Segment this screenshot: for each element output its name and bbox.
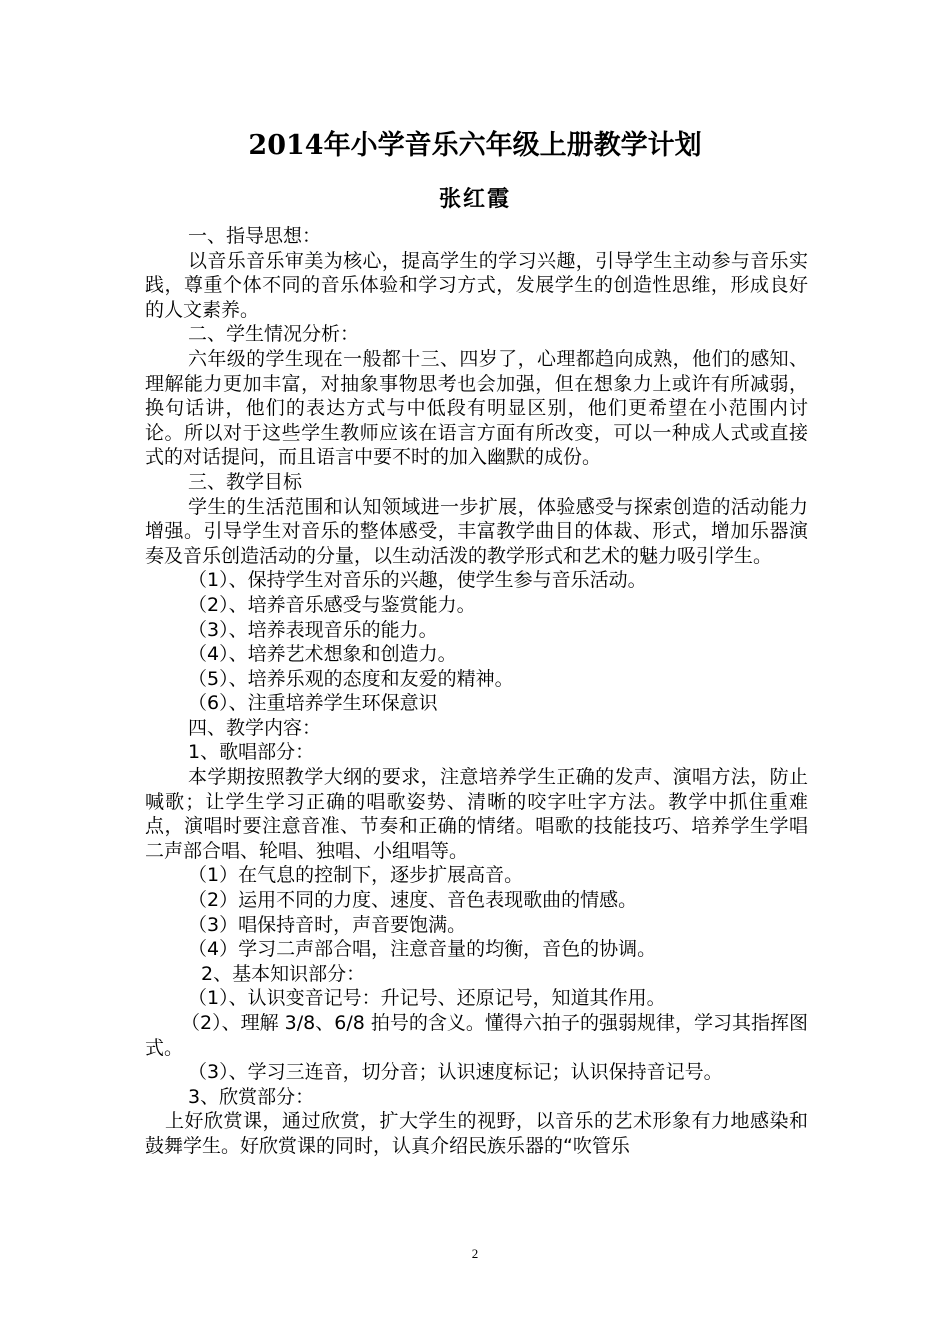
subsection-heading-singing: 1、歌唱部分： xyxy=(188,741,315,764)
singing-item-1: （1）在气息的控制下，逐步扩展高音。 xyxy=(188,864,524,887)
singing-item-2: （2）运用不同的力度、速度、音色表现歌曲的情感。 xyxy=(188,889,638,912)
singing-item-3: （3）唱保持音时，声音要饱满。 xyxy=(188,913,467,936)
paragraph-student-analysis: 六年级的学生现在一般都十三、四岁了，心理都趋向成熟，他们的感知、理解能力更加丰富，对抽象事物思考也会加强，但在想象力上或许有所减弱，换句话讲，他们的表达方式与中低段有明显区别，他们更希望在小范围内讨论。所以对于这些学生教师应该在语言方面有所改变，可以一种成人式或直接式的对话提问，而且语言中要不时的加入幽默的成份。 xyxy=(145,347,808,469)
author-name: 张红霞 xyxy=(438,187,511,212)
document-title: 2014年小学音乐六年级上册教学计划 xyxy=(248,130,702,161)
goal-item-5: （5）、培养乐观的态度和友爱的精神。 xyxy=(188,667,514,690)
goal-item-3: （3）、培养表现音乐的能力。 xyxy=(188,618,438,641)
page-number: 2 xyxy=(471,1246,479,1261)
document-body xyxy=(145,224,808,1159)
section-heading-teaching-goals: 三、教学目标 xyxy=(188,470,303,493)
goal-item-1: （1）、保持学生对音乐的兴趣，使学生参与音乐活动。 xyxy=(188,569,647,592)
goal-item-4: （4）、培养艺术想象和创造力。 xyxy=(188,643,457,666)
paragraph-singing: 本学期按照教学大纲的要求，注意培养学生正确的发声、演唱方法，防止喊歌；让学生学习正确的唱歌姿势、清晰的咬字吐字方法。教学中抓住重难点，演唱时要注意音准、节奏和正确的情绪。唱歌的技能技巧、培养学生学唱二声部合唱、轮唱、独唱、小组唱等。 xyxy=(145,766,808,862)
knowledge-item-1: （1）、认识变音记号：升记号、还原记号，知道其作用。 xyxy=(188,987,666,1010)
subsection-heading-appreciation: 3、欣赏部分： xyxy=(188,1085,315,1108)
subsection-heading-basic-knowledge: 2、基本知识部分： xyxy=(201,962,366,985)
paragraph-appreciation: 上好欣赏课，通过欣赏，扩大学生的视野，以音乐的艺术形象有力地感染和鼓舞学生。好欣赏课的同时，认真介绍民族乐器的“吹管乐 xyxy=(145,1110,808,1157)
knowledge-item-3: （3）、学习三连音，切分音；认识速度标记；认识保持音记号。 xyxy=(188,1061,723,1084)
goal-item-6: （6）、注重培养学生环保意识 xyxy=(188,692,438,715)
paragraph-teaching-goals: 学生的生活范围和认知领域进一步扩展，体验感受与探索创造的活动能力增强。引导学生对音乐的整体感受，丰富教学曲目的体裁、形式，增加乐器演奏及音乐创造活动的分量，以生动活泼的教学形式和艺术的魅力吸引学生。 xyxy=(145,495,808,567)
knowledge-item-2: （2）、理解 3/8、6/8 拍号的含义。懂得六拍子的强弱规律，学习其指挥图式。 xyxy=(145,1012,808,1059)
section-heading-student-analysis: 二、学生情况分析： xyxy=(188,323,360,346)
section-heading-guiding-thought: 一、指导思想： xyxy=(188,225,322,247)
singing-item-4: （4）学习二声部合唱，注意音量的均衡，音色的协调。 xyxy=(188,938,657,961)
paragraph-guiding-thought: 以音乐音乐审美为核心，提高学生的学习兴趣，引导学生主动参与音乐实践，尊重个体不同的音乐体验和学习方式，发展学生的创造性思维，形成良好的人文素养。 xyxy=(145,249,808,321)
goal-item-2: （2）、培养音乐感受与鉴赏能力。 xyxy=(188,593,476,616)
section-heading-teaching-content: 四、教学内容： xyxy=(188,716,322,739)
